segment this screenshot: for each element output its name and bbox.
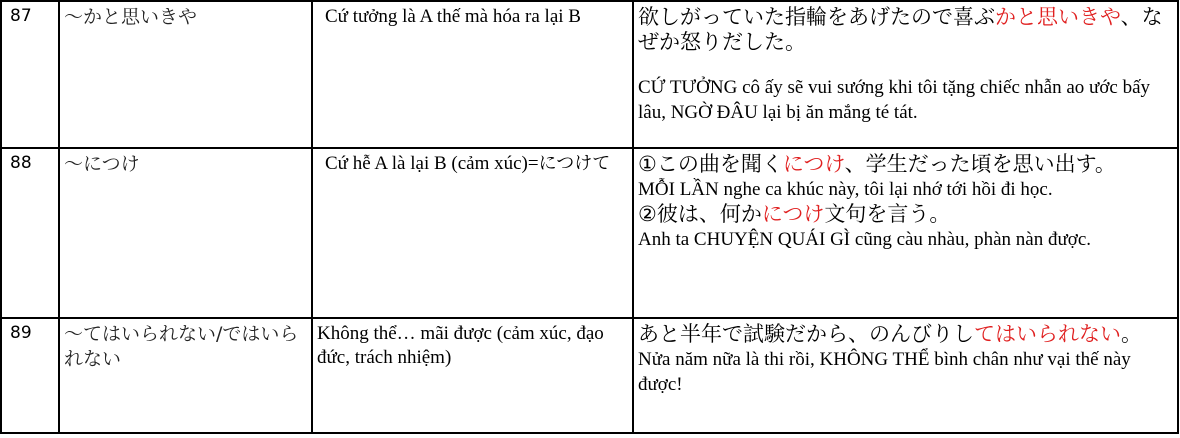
example-cell xyxy=(633,148,1178,318)
grammar-pattern: 〜につけ xyxy=(59,148,312,318)
grammar-meaning xyxy=(312,1,633,148)
example-jp xyxy=(638,202,1173,227)
example-jp-text: 。 xyxy=(1121,322,1142,346)
table-row xyxy=(1,1,1178,148)
table-row xyxy=(1,148,1178,318)
example-cell xyxy=(633,1,1178,148)
highlighted-pattern: てはいられない xyxy=(974,322,1121,346)
example-jp-text: 、なぜか怒りだした。 xyxy=(638,5,1163,54)
row-number: 88 xyxy=(1,148,59,318)
example-vi: Anh ta CHUYỆN QUÁI GÌ cũng càu nhàu, phàn nàn được. xyxy=(638,229,1092,250)
highlighted-pattern: につけ xyxy=(761,202,825,226)
highlighted-pattern: につけ xyxy=(782,152,845,176)
grammar-pattern: 〜てはいられない/ではいられない xyxy=(59,318,312,433)
example-jp-text: あと半年で試験だから、のんびりし xyxy=(638,322,974,346)
example-jp-text: 欲しがっていた指輪をあげたので喜ぶ xyxy=(638,5,995,29)
row-number: 87 xyxy=(1,1,59,148)
example-jp-text: ①この曲を聞く xyxy=(638,152,783,176)
grammar-pattern: 〜かと思いきや xyxy=(59,1,312,148)
example-jp-text: 文句を言う。 xyxy=(824,202,951,226)
example-cell xyxy=(633,318,1178,433)
grammar-meaning xyxy=(312,318,633,433)
example-jp xyxy=(638,5,1173,55)
grammar-meaning xyxy=(312,148,633,318)
row-number: 89 xyxy=(1,318,59,433)
meaning-text: Không thể… mãi được (cảm xúc, đạo đức, trách nhiệm) xyxy=(317,323,604,368)
meaning-text: Cứ tưởng là A thế mà hóa ra lại B xyxy=(325,6,581,27)
meaning-text-jp: につけて xyxy=(538,153,611,174)
example-vi: Nửa năm nữa là thi rồi, KHÔNG THỂ bình chân như vại thế này được! xyxy=(638,349,1131,395)
highlighted-pattern: かと思いきや xyxy=(995,5,1121,29)
example-jp-text: 、学生だった頃を思い出す。 xyxy=(844,152,1116,176)
example-vi: CỨ TƯỞNG cô ấy sẽ vui sướng khi tôi tặng chiếc nhẫn ao ước bấy lâu, NGỜ ĐÂU lại bị ăn mắng té tát. xyxy=(638,77,1150,123)
example-jp xyxy=(638,322,1173,347)
meaning-text: Cứ hễ A là lại B (cảm xúc)= xyxy=(325,153,539,174)
example-vi: MỖI LẦN nghe ca khúc này, tôi lại nhớ tới hồi đi học. xyxy=(638,179,1053,200)
example-jp-text: ②彼は、何か xyxy=(638,202,762,226)
example-jp xyxy=(638,152,1173,177)
table-row xyxy=(1,318,1178,433)
